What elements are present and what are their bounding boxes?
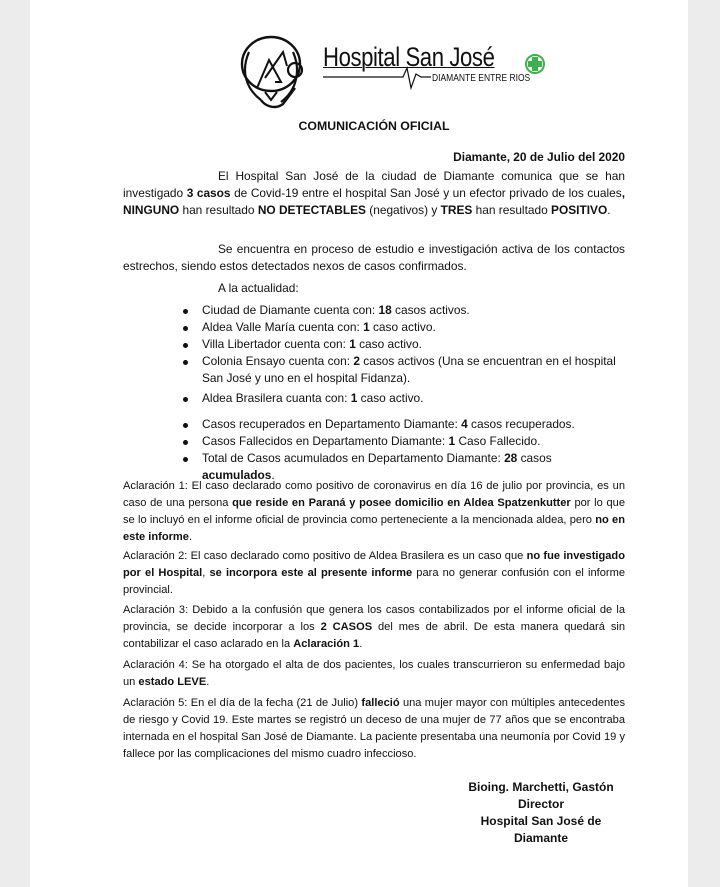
- bullet-icon: [183, 309, 188, 314]
- list-item-text: Ciudad de Diamante cuenta con:: [202, 303, 379, 317]
- list-item-bold: 18: [378, 303, 392, 317]
- list-item-text: casos activos (Una se encuentran en el hospital San José y uno en el hospital Fidanza).: [202, 354, 616, 385]
- list-item-text: Total de Casos acumulados en Departamento Diamante:: [202, 451, 505, 465]
- list-item-text: Aldea Valle María cuenta con:: [202, 320, 364, 334]
- aclaracion-bold: que reside en Paraná y posee domicilio en Aldea Spatzenkutter: [232, 497, 571, 509]
- logo-subtitle: DIAMANTE ENTRE RIOS: [432, 73, 531, 84]
- list-item-bold: 1: [349, 337, 356, 351]
- signature-role: Director: [517, 797, 564, 811]
- aclaracion-text: una mujer mayor con múltiples antecedentes de riesgo y Covid 19. Este martes se registró un deceso de una mujer de 77 años que se encontraba internada en el hospital San José de Diamante. La paciente presentaba una neumonía por Covid 19 y fallece por las complicaciones del mismo cuadro infeccioso.: [123, 697, 625, 760]
- intro-text: .: [607, 203, 611, 217]
- aclaracion-text: Aclaración 1: El caso declarado como positivo de coronavirus en día 16 de julio por provincia, es un caso de una persona: [123, 480, 625, 509]
- list-item-bold: acumulados: [202, 468, 272, 482]
- bullet-icon: [183, 440, 188, 445]
- list-item-text: Aldea Brasilera cuanta con:: [202, 391, 351, 405]
- aclaracion-5: [123, 695, 625, 763]
- aclaracion-text: Aclaración 2: El caso declarado como positivo de Aldea Brasilera es un caso que: [123, 550, 527, 562]
- bullet-icon: [183, 397, 188, 402]
- list-item-text: casos activos.: [391, 303, 470, 317]
- list-item: [123, 390, 625, 407]
- intro-text: han resultado: [472, 203, 552, 217]
- list-item: [123, 302, 625, 319]
- list-item-bold: 1: [363, 320, 370, 334]
- list-item-text: casos recuperados.: [467, 417, 575, 431]
- aclaracion-bold: estado LEVE: [138, 676, 207, 688]
- aclaracion-1: [123, 478, 625, 546]
- list-item-bold: 2: [353, 354, 360, 368]
- intro-text: (negativos) y: [365, 203, 441, 217]
- list-item-text: caso activo.: [357, 391, 424, 405]
- bullet-icon: [183, 457, 188, 462]
- aclaracion-text: Aclaración 3: Debido a la confusión que genera los casos contabilizados por el informe oficial de la provincia, se decide incorporar a los: [123, 604, 625, 633]
- bullet-icon: [183, 360, 188, 365]
- list-item: [123, 353, 625, 387]
- list-item-text: casos: [517, 451, 552, 465]
- document-title: COMUNICACIÓN OFICIAL: [298, 119, 450, 133]
- aclaracion-text: para no generar confusión con el informe provincial.: [123, 567, 626, 596]
- aclaracion-bold: no fue investigado por el Hospital: [123, 550, 625, 579]
- intro-text: de Covid-19 entre el hospital San José y un efector privado de los cuales: [230, 186, 622, 200]
- aclaracion-text: Aclaración 4: Se ha otorgado el alta de dos pacientes, los cuales transcurrieron su enfermedad bajo un: [123, 659, 625, 688]
- list-item: [123, 433, 625, 450]
- signature-name: Bioing. Marchetti, Gastón: [468, 780, 614, 794]
- list-item: [123, 416, 625, 433]
- signature-org: Hospital San José de Diamante: [480, 814, 602, 845]
- aclaracion-2: [123, 548, 625, 599]
- aclaracion-bold: 2 CASOS: [320, 621, 373, 633]
- aclaracion-3: [123, 602, 625, 653]
- bullet-icon: [183, 343, 188, 348]
- list-item-text: .: [271, 468, 275, 482]
- intro-bold: , NINGUNO: [123, 186, 625, 217]
- aclaracion-bold: falleció: [361, 697, 400, 709]
- aclaracion-text: ,: [202, 567, 210, 579]
- actualidad-label: A la actualidad:: [218, 281, 299, 295]
- aclaracion-bold: se incorpora este al presente informe: [209, 567, 413, 579]
- aclaracion-bold: no en este informe: [123, 514, 625, 543]
- intro-bold: NO DETECTABLES: [257, 203, 366, 217]
- list-item-text: Caso Fallecido.: [455, 434, 541, 448]
- aclaracion-bold: Aclaración 1: [293, 638, 360, 650]
- aclaracion-4: [123, 657, 625, 691]
- aclaracion-text: por lo que se lo incluyó en el informe oficial de provincia como perteneciente a la mencionada aldea, pero: [123, 497, 625, 526]
- hospital-logo: [235, 30, 555, 114]
- active-cases-list: [123, 302, 625, 407]
- list-item: [123, 319, 625, 336]
- document-page: [30, 0, 688, 887]
- intro-text: El Hospital San José de la ciudad de Diamante comunica que se han investigado: [123, 169, 625, 200]
- intro-paragraph: [123, 168, 625, 219]
- list-item-text: caso activo.: [355, 337, 422, 351]
- study-paragraph: Se encuentra en proceso de estudio e investigación activa de los contactos estrechos, siendo estos detectados nexos de casos confirmados.: [123, 242, 625, 273]
- intro-bold: 3 casos: [186, 186, 231, 200]
- list-item-bold: 1: [448, 434, 456, 448]
- bullet-icon: [183, 326, 188, 331]
- intro-text: han resultado: [179, 203, 258, 217]
- list-item: [123, 336, 625, 353]
- list-item-text: caso activo.: [369, 320, 436, 334]
- list-item-text: Colonia Ensayo cuenta con:: [202, 354, 354, 368]
- document-date: Diamante, 20 de Julio del 2020: [453, 150, 625, 164]
- aclaracion-text: .: [206, 676, 210, 688]
- intro-bold: POSITIVO: [551, 203, 608, 217]
- list-item-text: Casos recuperados en Departamento Diamante:: [202, 417, 462, 431]
- aclaracion-text: del mes de abril. De esta manera quedará sin contabilizar el caso aclarado en la: [123, 621, 626, 650]
- list-item-text: Casos Fallecidos en Departamento Diamante:: [202, 434, 449, 448]
- bullet-icon: [183, 423, 188, 428]
- aclaracion-text: .: [359, 638, 363, 650]
- aclaracion-text: Aclaración 5: En el día de la fecha (21 de Julio): [123, 697, 362, 709]
- logo-name: Hospital San José: [323, 42, 495, 72]
- intro-bold: TRES: [440, 203, 473, 217]
- aclaracion-text: .: [188, 531, 193, 543]
- list-item-bold: 4: [461, 417, 468, 431]
- signature-block: [454, 779, 628, 847]
- list-item-text: Villa Libertador cuenta con:: [202, 337, 350, 351]
- list-item-bold: 1: [350, 391, 358, 405]
- list-item-bold: 28: [504, 451, 518, 465]
- summary-list: [123, 416, 625, 484]
